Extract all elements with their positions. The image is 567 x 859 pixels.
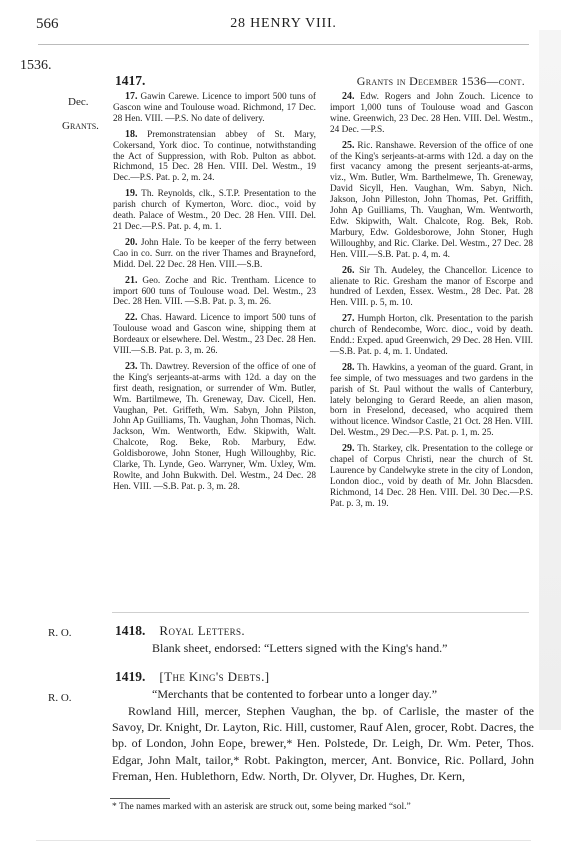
grant-text: Edw. Rogers and John Zouch. Licence to import 1,000 tuns of Toulouse woad and Gascon wine. Greenwich, 23 Dec. 28 Hen. VIII. Del. Westm., 24 Dec. —P.S.: [330, 92, 533, 135]
grant-paragraph: [113, 130, 316, 185]
page-number: 566: [36, 16, 59, 32]
entry-1419-title: [The King's Debts.]: [159, 669, 270, 684]
grant-text: Th. Hawkins, a yeoman of the guard. Grant, in fee simple, of two messuages and two gardens in the parish of St. Paul without the walls of Canterbury, lately belonging to Gerard Reede, an alien mason, born in Freselond, deceased, who acquired them without licence. Windsor Castle, 21 Oct. 28 Hen. VIII. Del. Westm., 29 Dec.—P.S. Pat. p. 1, m. 25.: [330, 362, 534, 439]
running-title: 28 HENRY VIII.: [230, 16, 337, 31]
entry-1417-right-column: [330, 92, 533, 515]
grant-paragraph: [113, 313, 316, 357]
grant-paragraph: [330, 444, 533, 509]
grant-number: 22.: [125, 312, 138, 324]
grant-text: Geo. Zoche and Ric. Trentham. Licence to import 600 tuns of Toulouse woad. Del. Westm., 23 Dec. 28 Hen. VIII. —S.B. Pat. p. 3, m. 26.: [113, 275, 316, 308]
margin-year: 1536.: [20, 58, 52, 73]
grant-number: 24.: [342, 91, 355, 102]
grant-text: Th. Dawtrey. Reversion of the office of one of the King's serjeants-at-arms with 12d. a day on the first death, resignation, or surrender of Wm. Butler, Wm. Bartilmewe, Th. Greneway, Dav. Cicell, Hen. Vaughan, Pet. Griffeth, Wm. Sabyn, John Pilston, John Ap Guilliams, Th. Vaughan, John Thomas, Nich. Jackson, Wm. Wentworth, Edw. Skipwith, Walt. Chalcote, Rog. Beke, Rob. Marbury, Edw. Goldisborowe, John Stoner, Hugh Willoughby, Ric. Clarke, Th. Lynde, Geo. Warryner, Wm. Uxley, Wm. Rowlte, and John Bukwith. Del. Westm., 24 Dec. 28 Hen. VIII. —S.B. Pat. p. 3, m. 28.: [113, 361, 316, 492]
grant-number: 23.: [125, 360, 138, 372]
grant-text: Chas. Haward. Licence to import 500 tuns of Toulouse woad and Gascon wine, shipping them at Bordeaux or elsewhere. Del. Westm., 23 Dec. 28 Hen. VIII.—S.B. Pat. p. 3, m. 26.: [113, 313, 317, 357]
entry-1418-title: Royal Letters.: [159, 623, 246, 638]
grant-text: Premonstratensian abbey of St. Mary, Cokersand, York dioc. To continue, notwithstanding the Act of Suppression, with Rob. Pulton as abbot. Richmond, 15 Dec. 28 Hen. VIII. Del. Westm., 19 Dec.—P.S. Pat. p. 2, m. 24.: [113, 129, 316, 184]
entry-1417-left-column: [113, 92, 316, 498]
entry-1419-number: 1419.: [115, 669, 146, 684]
grant-paragraph: [113, 189, 316, 233]
entry-1418-number: 1418.: [115, 623, 146, 638]
grant-paragraph: [330, 266, 533, 310]
margin-grants-label: Grants.: [62, 120, 99, 132]
entry-1417-number: 1417.: [115, 73, 146, 88]
entry-1417-heading: Grants in December 1536—cont.: [356, 74, 525, 88]
footnote: * The names marked with an asterisk are struck out, some being marked “sol.”: [112, 802, 411, 812]
margin-ro-1418: R. O.: [48, 627, 72, 639]
entry-1418-text: Blank sheet, endorsed: “Letters signed with the King's hand.”: [152, 641, 448, 655]
grant-text: Th. Starkey, clk. Presentation to the college or chapel of Corpus Christi, near the church of St. Laurence by Candelwyke strete in the city of London, London dioc., void by death of Mr. John Blacsden. Richmond, 14 Dec. 28 Hen. VIII. Del. 30 Dec.—P.S. Pat. p. 3, m. 19.: [330, 444, 533, 509]
header-divider: [38, 44, 529, 45]
grant-number: 29.: [342, 443, 355, 455]
grant-number: 21.: [125, 274, 138, 286]
grant-number: 17.: [125, 91, 138, 102]
grant-number: 18.: [125, 128, 138, 140]
entry-1419-text: Rowland Hill, mercer, Stephen Vaughan, the bp. of Carlisle, the master of the Savoy, Dr. Knight, Dr. Layton, Ric. Hill, customer, Rauf Alen, grocer, Robt. Dacres, the bp. of London, John Eope, brewer,* Hen. Polstede, Dr. Leigh, Dr. Wm. Peter, Thos. Edgar, John Malt, tailor,* Robt. Pakington, mercer, Ant. Bonvice, Ric. Pollard, John Freman, Hen. Hublethorn, Edw. North, Dr. Olyver, Dr. Hughes, Dr. Kern,: [112, 704, 534, 783]
grant-paragraph: [330, 141, 533, 261]
grant-paragraph: [113, 362, 316, 493]
grant-text: Ric. Ranshawe. Reversion of the office of one of the King's serjeants-at-arms with 12d. a day on the first vacancy among the present serjeants-at-arms, viz., Wm. Butler, Wm. Barthelmewe, Th. Greneway, David Sicyll, Hen. Vaughan, Wm. Sabyn, Nich. Jakson, John Pilleston, John Thomas, Pet. Griffith, John Ap Guilliams, Th. Vaughan, Wm. Wentworth, Edw. Skipwith, Walt. Chalcote, Rog. Bek, Rob. Marbury, Edw. Goldesborowe, John Stoner, Hugh Willoughby, and Ric. Clarke. Del. Westm., 27 Dec. 28 Hen. VIII.—S.B. Pat. p. 4, m. 4.: [330, 140, 533, 260]
grant-text: Gawin Carewe. Licence to import 500 tuns of Gascon wine and Toulouse woad. Richmond, 17 Dec. 28 Hen. VIII. —P.S. No date of delivery.: [113, 92, 316, 124]
grant-text: Humph Horton, clk. Presentation to the parish church of Rendecombe, Worc. dioc., void by death. Endd.: Exped. apud Greenwich, 29 Dec. 28 Hen. VIII.—S.B. Pat. p. 4, m. 1. Undated.: [330, 314, 533, 357]
page-bottom-edge: [36, 840, 531, 841]
grant-text: Th. Reynolds, clk., S.T.P. Presentation to the parish church of Kymerton, Worc. dioc., void by death. Palace of Westm., 20 Dec. 28 Hen. VIII. Del. 21 Dec.—P.S. Pat. p. 4, m. 1.: [113, 189, 316, 232]
grant-paragraph: [113, 92, 316, 125]
margin-month: Dec.: [68, 96, 89, 108]
entry-1419-quote: “Merchants that be contented to forbear unto a longer day.”: [152, 687, 438, 701]
grant-number: 28.: [342, 361, 355, 373]
grant-text: Sir Th. Audeley, the Chancellor. Licence to alienate to Ric. Gresham the manor of Escorpe and hundred of Lexden, Essex. Westm., 28 Dec. Pat. 28 Hen. VIII. p. 5, m. 10.: [330, 265, 533, 309]
grant-paragraph: [330, 92, 533, 136]
grant-paragraph: [330, 314, 533, 358]
grant-text: John Hale. To be keeper of the ferry between Cao in co. Surr. on the river Thames and Brayneford, Midd. Del. 22 Dec. 28 Hen. VIII.—S.B.: [113, 237, 316, 270]
scan-edge-watermark: [539, 30, 561, 730]
footnote-divider: [110, 798, 170, 799]
section-divider: [112, 612, 529, 613]
grant-number: 19.: [125, 188, 138, 200]
grant-number: 26.: [342, 264, 355, 276]
grant-number: 20.: [125, 236, 138, 248]
entry-1418-heading: [115, 622, 245, 640]
entry-1419-heading: [115, 668, 269, 686]
grant-paragraph: [113, 238, 316, 271]
grant-paragraph: [330, 363, 533, 439]
grant-paragraph: [113, 276, 316, 309]
margin-ro-1419: R. O.: [48, 692, 72, 704]
grant-number: 25.: [342, 139, 355, 151]
grant-number: 27.: [342, 313, 355, 325]
